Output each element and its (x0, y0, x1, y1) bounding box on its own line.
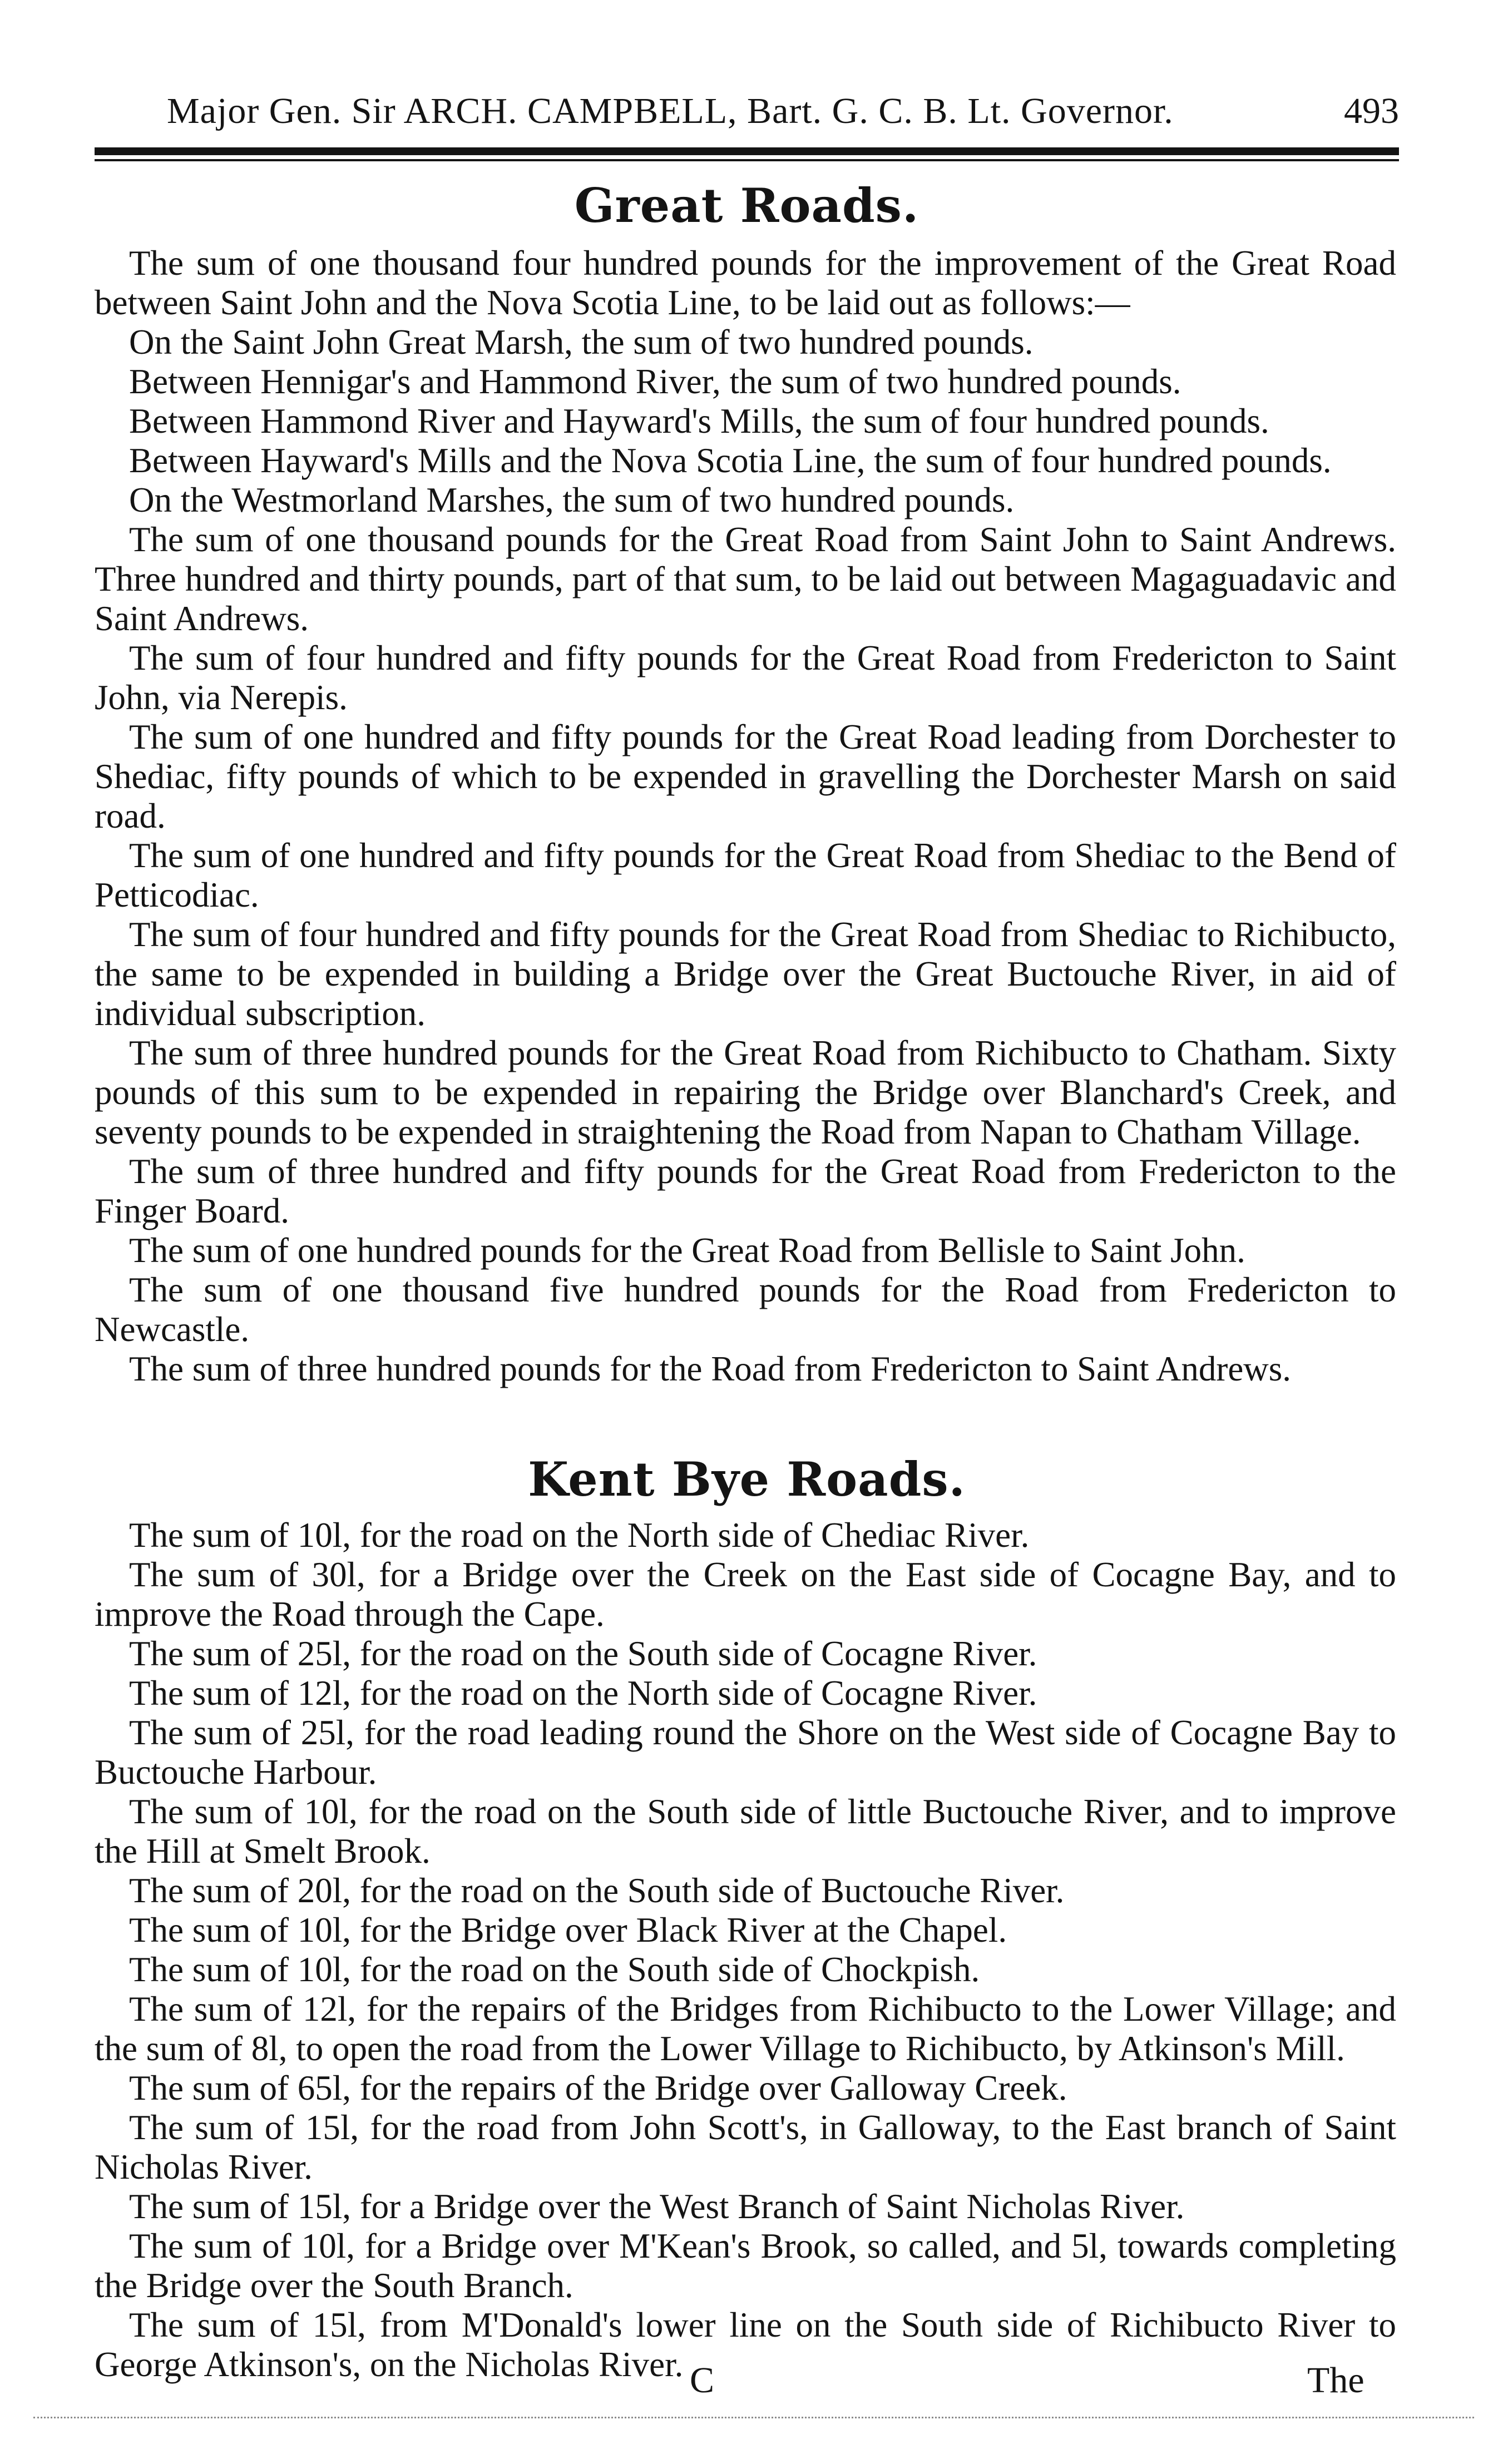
paragraph: The sum of 10l, for the road on the North side of Chediac River. (129, 1516, 1030, 1555)
running-head (95, 83, 1399, 139)
paragraph: The sum of one hundred and fifty pounds for the Great Road leading from Dorchester to Shediac, fifty pounds of which to be expended in gravelling the Dorchester Marsh on said road. (95, 718, 1396, 835)
paragraph: The sum of three hundred and fifty pounds for the Great Road from Fredericton to the Finger Board. (95, 1152, 1396, 1230)
paragraph: The sum of one thousand pounds for the Great Road from Saint John to Saint Andrews. Three hundred and thirty pounds, part of that sum, to be laid out between Magaguadavic and Saint Andrews. (95, 520, 1396, 638)
paragraph: The sum of 10l, for the road on the South side of little Buctouche River, and to improve the Hill at Smelt Brook. (95, 1792, 1396, 1871)
signature-mark: C (690, 2360, 715, 2401)
paragraph: The sum of one thousand five hundred pounds for the Road from Fredericton to Newcastle. (95, 1270, 1396, 1349)
paragraph: The sum of four hundred and fifty pounds for the Great Road from Fredericton to Saint John, via Nerepis. (95, 639, 1396, 717)
paragraph: The sum of three hundred pounds for the Road from Fredericton to Saint Andrews. (129, 1349, 1292, 1388)
paragraph: The sum of 15l, for a Bridge over the West Branch of Saint Nicholas River. (129, 2187, 1185, 2226)
great-roads-heading: Great Roads. (574, 178, 919, 233)
paragraph: On the Saint John Great Marsh, the sum of two hundred pounds. (129, 323, 1034, 362)
paragraph: The sum of one thousand four hundred pounds for the improvement of the Great Road between Saint John and the Nova Scotia Line, to be laid out as follows:— (95, 244, 1396, 322)
paragraph: The sum of 12l, for the repairs of the Bridges from Richibucto to the Lower Village; and the sum of 8l, to open the road from the Lower Village to Richibucto, by Atkinson's Mill. (95, 1990, 1396, 2068)
paragraph: The sum of 12l, for the road on the North side of Cocagne River. (129, 1674, 1037, 1713)
paragraph: The sum of four hundred and fifty pounds for the Great Road from Shediac to Richibucto, the same to be expended in building a Bridge over the Great Buctouche River, in aid of individual subscription. (95, 915, 1396, 1033)
page-edge-noise (33, 2417, 1474, 2441)
page-number: 493 (1344, 91, 1399, 131)
paragraph: The sum of 25l, for the road on the South side of Cocagne River. (129, 1634, 1037, 1673)
paragraph: Between Hayward's Mills and the Nova Scotia Line, the sum of four hundred pounds. (129, 441, 1332, 480)
catchword: The (1307, 2360, 1364, 2401)
paragraph: The sum of 15l, from M'Donald's lower line on the South side of Richibucto River to George Atkinson's, on the Nicholas River. (95, 2305, 1396, 2384)
header-rule (95, 147, 1399, 155)
paragraph: The sum of 25l, for the road leading round the Shore on the West side of Cocagne Bay to Buctouche Harbour. (95, 1713, 1396, 1792)
running-head-title: Major Gen. Sir ARCH. CAMPBELL, Bart. G. C. B. Lt. Governor. (167, 91, 1174, 131)
paragraph: The sum of 20l, for the road on the South side of Buctouche River. (129, 1871, 1065, 1910)
great-roads-section (95, 244, 1396, 1389)
paragraph: The sum of 10l, for the road on the South side of Chockpish. (129, 1950, 980, 1989)
paragraph: The sum of one hundred and fifty pounds for the Great Road from Shediac to the Bend of Petticodiac. (95, 836, 1396, 914)
paragraph: Between Hennigar's and Hammond River, the sum of two hundred pounds. (129, 362, 1181, 401)
paragraph: The sum of 30l, for a Bridge over the Creek on the East side of Cocagne Bay, and to improve the Road through the Cape. (95, 1555, 1396, 1634)
paragraph: On the Westmorland Marshes, the sum of two hundred pounds. (129, 481, 1015, 519)
paragraph: The sum of 10l, for a Bridge over M'Kean's Brook, so called, and 5l, towards completing the Bridge over the South Branch. (95, 2226, 1396, 2305)
paragraph: The sum of one hundred pounds for the Great Road from Bellisle to Saint John. (129, 1231, 1245, 1270)
paragraph: The sum of 65l, for the repairs of the Bridge over Galloway Creek. (129, 2069, 1067, 2107)
paragraph: The sum of 10l, for the Bridge over Black River at the Chapel. (129, 1911, 1007, 1950)
paragraph: Between Hammond River and Hayward's Mills, the sum of four hundred pounds. (129, 402, 1269, 441)
paragraph: The sum of 15l, for the road from John Scott's, in Galloway, to the East branch of Saint Nicholas River. (95, 2108, 1396, 2186)
kent-bye-roads-section (95, 1516, 1396, 2384)
kent-bye-roads-heading: Kent Bye Roads. (528, 1452, 966, 1507)
header-rule-thin (95, 159, 1399, 161)
paragraph: The sum of three hundred pounds for the Great Road from Richibucto to Chatham. Sixty pounds of this sum to be expended in repairing the Bridge over Blanchard's Creek, and seventy pounds to be expended in straightening the Road from Napan to Chatham Village. (95, 1033, 1396, 1151)
